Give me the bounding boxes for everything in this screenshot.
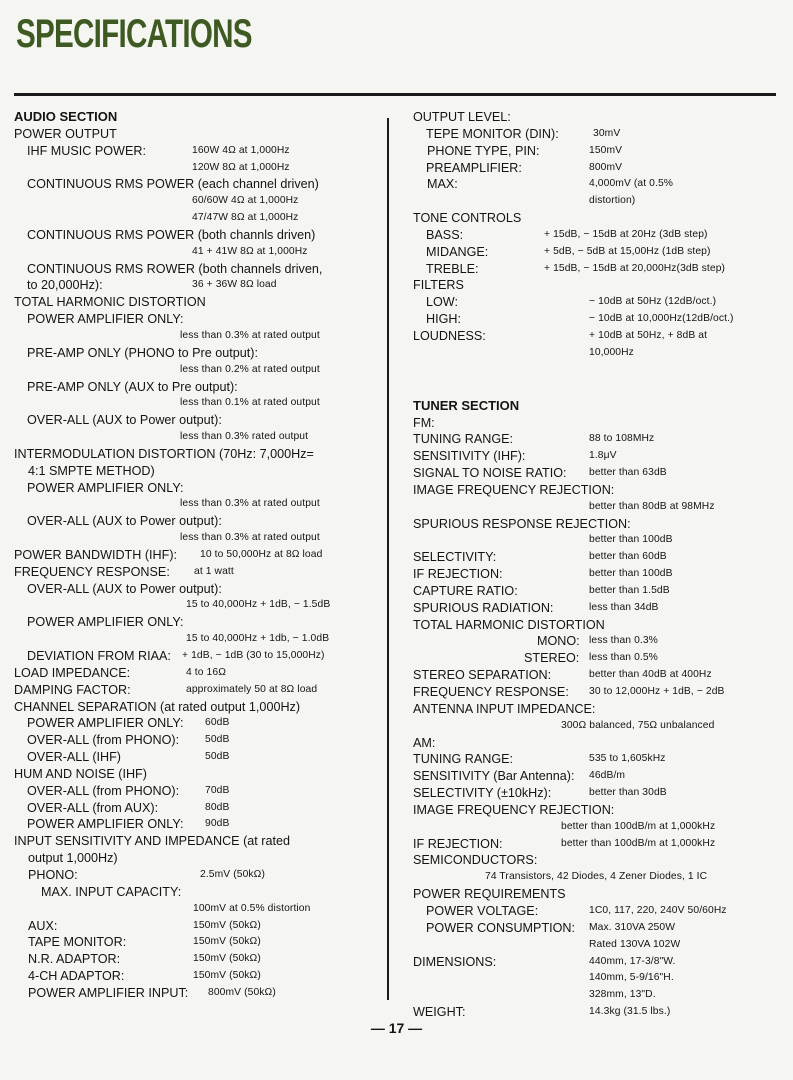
spec-row	[413, 160, 783, 177]
spec-label: LOW:	[426, 295, 458, 310]
spec-label: POWER OUTPUT	[14, 126, 117, 141]
spec-row	[14, 547, 374, 564]
spec-label: POWER AMPLIFIER ONLY:	[27, 480, 184, 495]
spec-value: better than 60dB	[589, 551, 667, 563]
spec-label: HIGH:	[426, 312, 461, 327]
spec-value: 150mV (50kΩ)	[193, 919, 261, 931]
spec-value: + 5dB, − 5dB at 15,00Hz (1dB step)	[544, 245, 711, 257]
spec-value: better than 30dB	[589, 787, 667, 799]
page-title: SPECIFICATIONS	[16, 12, 252, 56]
page-number: — 17 —	[370, 1020, 423, 1036]
spec-value: better than 100dB/m at 1,000kHz	[561, 820, 716, 832]
spec-value: less than 0.3% at rated output	[180, 498, 320, 510]
spec-value: − 10dB at 10,000Hz(12dB/oct.)	[589, 313, 734, 325]
spec-row	[14, 126, 374, 143]
spec-row	[413, 294, 783, 311]
spec-row	[413, 465, 783, 482]
spec-row	[14, 715, 374, 732]
spec-row	[14, 833, 374, 850]
spec-label: PRE-AMP ONLY (PHONO to Pre output):	[27, 345, 258, 360]
spec-row	[14, 345, 374, 362]
spec-value: 440mm, 17-3/8"W.	[589, 955, 676, 967]
spec-label: SELECTIVITY (±10kHz):	[413, 786, 552, 801]
spec-row	[413, 261, 783, 278]
spec-row	[413, 852, 783, 869]
spec-row	[14, 362, 374, 379]
spec-value: better than 63dB	[589, 467, 667, 479]
spec-value: 300Ω balanced, 75Ω unbalanced	[561, 719, 715, 731]
spec-row	[413, 482, 783, 499]
spec-row	[14, 160, 374, 177]
spec-row	[413, 244, 783, 261]
spec-label: FM:	[413, 415, 435, 430]
spec-label: TUNING RANGE:	[413, 752, 514, 767]
spec-row	[413, 415, 783, 432]
spec-label: TREBLE:	[426, 261, 479, 276]
spec-row	[14, 631, 374, 648]
spec-value: 328mm, 13"D.	[589, 989, 656, 1001]
spec-value: 50dB	[205, 734, 230, 746]
spec-row	[14, 429, 374, 446]
spec-value: 80dB	[205, 801, 230, 813]
spec-value: 150mV (50kΩ)	[193, 936, 261, 948]
spec-value: less than 34dB	[589, 601, 659, 613]
spec-label: 4:1 SMPTE METHOD)	[28, 463, 155, 478]
spec-row	[14, 816, 374, 833]
spec-row	[14, 699, 374, 716]
spec-row	[14, 193, 374, 210]
section-heading	[413, 398, 783, 415]
spec-value: better than 40dB at 400Hz	[589, 669, 712, 681]
spec-row	[413, 937, 783, 954]
spec-value: approximately 50 at 8Ω load	[186, 683, 318, 695]
spec-row	[14, 867, 374, 884]
spec-row	[413, 227, 783, 244]
spec-row	[14, 446, 374, 463]
spec-row	[413, 869, 783, 886]
spec-label: POWER AMPLIFIER ONLY:	[27, 312, 184, 327]
spec-value: 800mV (50kΩ)	[208, 986, 276, 998]
spec-label: TOTAL HARMONIC DISTORTION	[413, 617, 605, 632]
spec-label: 4-CH ADAPTOR:	[28, 969, 125, 984]
spec-value: 140mm, 5-9/16"H.	[589, 972, 674, 984]
spec-row	[413, 903, 783, 920]
spec-label: INTERMODULATION DISTORTION (70Hz: 7,000Hz=	[14, 446, 314, 461]
spec-row	[413, 328, 783, 345]
spec-row	[14, 918, 374, 935]
spec-label: PRE-AMP ONLY (AUX to Pre output):	[27, 379, 238, 394]
spec-label: BASS:	[426, 227, 464, 242]
spec-value: 100mV at 0.5% distortion	[193, 902, 311, 914]
output-and-tuner-column	[413, 109, 783, 1021]
spec-value: 10,000Hz	[589, 346, 634, 358]
spec-label: CONTINUOUS RMS POWER (each channel driven)	[27, 177, 319, 192]
section-title: AUDIO SECTION	[14, 109, 118, 124]
spec-row	[413, 735, 783, 752]
spec-row	[14, 143, 374, 160]
spec-value: 70dB	[205, 784, 230, 796]
spec-row	[413, 109, 783, 126]
spec-label: IF REJECTION:	[413, 567, 503, 582]
spec-label: OUTPUT LEVEL:	[413, 110, 511, 124]
spec-value: 160W 4Ω at 1,000Hz	[192, 144, 290, 156]
spec-row	[413, 751, 783, 768]
spec-label: POWER AMPLIFIER ONLY:	[27, 716, 184, 731]
spec-label: SPURIOUS RESPONSE REJECTION:	[413, 516, 631, 531]
spec-value: + 10dB at 50Hz, + 8dB at	[589, 329, 708, 341]
spec-row	[413, 1004, 783, 1021]
spec-row	[14, 395, 374, 412]
spec-row	[413, 667, 783, 684]
spec-value: 150mV	[589, 144, 623, 156]
spec-row	[413, 431, 783, 448]
spec-value: 15 to 40,000Hz + 1dB, − 1.5dB	[186, 599, 331, 611]
spec-row	[14, 901, 374, 918]
spec-row	[413, 836, 783, 853]
spec-row	[413, 701, 783, 718]
spec-label: PREAMPLIFIER:	[426, 160, 522, 175]
spec-row	[14, 328, 374, 345]
spec-row	[14, 311, 374, 328]
spec-row	[413, 345, 783, 362]
spec-label: LOAD IMPEDANCE:	[14, 665, 131, 680]
spec-row	[14, 614, 374, 631]
spec-label: POWER CONSUMPTION:	[426, 920, 576, 935]
audio-section-column	[14, 109, 374, 1002]
spec-value: less than 0.5%	[589, 652, 658, 664]
spec-row	[413, 987, 783, 1004]
spec-row	[413, 143, 783, 160]
spec-row	[14, 277, 374, 294]
spec-label: MAX:	[427, 177, 458, 192]
spec-label: SELECTIVITY:	[413, 550, 497, 565]
spec-value: less than 0.3% rated output	[180, 431, 309, 443]
spec-row	[14, 513, 374, 530]
spec-row	[14, 800, 374, 817]
spec-value: 15 to 40,000Hz + 1db, − 1.0dB	[186, 633, 330, 645]
spec-label: FREQUENCY RESPONSE:	[413, 685, 569, 699]
spec-value: 60/60W 4Ω at 1,000Hz	[192, 195, 299, 207]
spec-row	[14, 766, 374, 783]
spec-row	[413, 126, 783, 143]
spec-value: less than 0.1% at rated output	[180, 397, 320, 409]
spec-value: better than 80dB at 98MHz	[589, 500, 715, 512]
spacer	[413, 380, 783, 398]
spec-row	[413, 277, 783, 294]
spec-value: better than 100dB/m at 1,000kHz	[561, 837, 716, 849]
spec-value: 46dB/m	[589, 770, 626, 782]
spec-value: better than 100dB	[589, 534, 673, 546]
spec-label: DAMPING FACTOR:	[14, 682, 131, 697]
spec-row	[413, 566, 783, 583]
spec-value: 150mV (50kΩ)	[193, 953, 261, 965]
spec-row	[413, 954, 783, 971]
spec-label: OVER-ALL (AUX to Power output):	[27, 413, 222, 428]
spec-value: 1.8μV	[589, 450, 617, 462]
spec-row	[413, 718, 783, 735]
header-rule	[14, 93, 776, 96]
spec-label: POWER AMPLIFIER ONLY:	[27, 615, 184, 630]
spec-label: POWER BANDWIDTH (IHF):	[14, 547, 178, 562]
spec-label: SEMICONDUCTORS:	[413, 853, 538, 868]
spec-row	[14, 682, 374, 699]
spec-value: less than 0.2% at rated output	[180, 363, 320, 375]
spec-label: IMAGE FREQUENCY REJECTION:	[413, 482, 615, 497]
spec-row	[14, 581, 374, 598]
spec-row	[14, 665, 374, 682]
spec-row	[14, 985, 374, 1002]
spec-value: + 15dB, − 15dB at 20,000Hz(3dB step)	[544, 262, 726, 274]
column-divider	[387, 118, 389, 1000]
spec-label: TONE CONTROLS	[413, 211, 522, 226]
spec-value: 47/47W 8Ω at 1,000Hz	[192, 212, 299, 224]
spec-value: + 15dB, − 15dB at 20Hz (3dB step)	[544, 228, 708, 240]
spec-row	[413, 193, 783, 210]
spec-label: WEIGHT:	[413, 1005, 466, 1020]
spec-label: PHONE TYPE, PIN:	[427, 143, 540, 158]
spec-label: INPUT SENSITIVITY AND IMPEDANCE (at rated	[14, 834, 290, 849]
spec-label: CONTINUOUS RMS ROWER (both channels driven,	[27, 261, 323, 276]
spec-label: OVER-ALL (IHF)	[27, 750, 121, 765]
spec-value: 30mV	[593, 127, 621, 139]
spec-value: Max. 310VA 250W	[589, 921, 676, 933]
spec-row	[14, 968, 374, 985]
spec-label: N.R. ADAPTOR:	[28, 952, 121, 967]
spec-label: CONTINUOUS RMS POWER (both channls driven)	[27, 227, 316, 242]
spec-value: 74 Transistors, 42 Diodes, 4 Zener Diodes, 1 IC	[485, 871, 708, 883]
spec-label: LOUDNESS:	[413, 328, 486, 343]
spec-value: 88 to 108MHz	[589, 433, 655, 445]
spec-label: IHF MUSIC POWER:	[27, 143, 146, 158]
spec-label: MONO:	[537, 634, 580, 649]
spec-row	[14, 496, 374, 513]
spec-label: TEPE MONITOR (DIN):	[426, 126, 559, 141]
spec-row	[14, 850, 374, 867]
spec-label: FILTERS	[413, 278, 464, 293]
spec-label: TUNING RANGE:	[413, 432, 514, 447]
spec-label: OVER-ALL (AUX to Power output):	[27, 581, 222, 596]
spec-label: MAX. INPUT CAPACITY:	[41, 884, 182, 899]
spec-row	[413, 600, 783, 617]
spec-label: POWER VOLTAGE:	[426, 903, 539, 918]
spec-row	[413, 499, 783, 516]
spec-value: at 1 watt	[194, 565, 234, 577]
spec-row	[413, 516, 783, 533]
spec-row	[413, 970, 783, 987]
spec-label: DIMENSIONS:	[413, 954, 497, 969]
spec-value: 10 to 50,000Hz at 8Ω load	[200, 548, 323, 560]
spec-label: POWER REQUIREMENTS	[413, 887, 566, 902]
spec-label: STEREO SEPARATION:	[413, 668, 552, 683]
spec-row	[413, 176, 783, 193]
spec-value: 50dB	[205, 751, 230, 763]
spec-value: 2.5mV (50kΩ)	[200, 868, 265, 880]
spec-row	[14, 412, 374, 429]
spec-label: OVER-ALL (AUX to Power output):	[27, 514, 222, 529]
spec-row	[14, 749, 374, 766]
spec-row	[14, 244, 374, 261]
spec-row	[14, 951, 374, 968]
spacer	[413, 362, 783, 380]
spec-label: POWER AMPLIFIER ONLY:	[27, 817, 184, 832]
spec-row	[14, 530, 374, 547]
spec-value: 14.3kg (31.5 lbs.)	[589, 1006, 671, 1018]
spec-value: 60dB	[205, 717, 230, 729]
spec-value: + 1dB, − 1dB (30 to 15,000Hz)	[182, 650, 325, 661]
spec-value: better than 1.5dB	[589, 584, 670, 596]
spec-value: 535 to 1,605kHz	[589, 753, 666, 765]
spec-row	[413, 802, 783, 819]
spec-row	[14, 732, 374, 749]
spec-label: HUM AND NOISE (IHF)	[14, 766, 147, 781]
spec-row	[413, 583, 783, 600]
spec-value: 120W 8Ω at 1,000Hz	[192, 161, 290, 173]
spec-value: better than 100dB	[589, 568, 673, 580]
spec-value: 4 to 16Ω	[186, 666, 226, 678]
spec-label: OVER-ALL (from PHONO):	[27, 783, 180, 798]
spec-value: less than 0.3% at rated output	[180, 532, 320, 544]
spec-label: SPURIOUS RADIATION:	[413, 600, 554, 615]
spec-row	[14, 379, 374, 396]
spec-label: POWER AMPLIFIER INPUT:	[28, 985, 189, 1000]
spec-value: distortion)	[589, 195, 636, 207]
spec-label: TOTAL HARMONIC DISTORTION	[14, 295, 206, 310]
spec-value: − 10dB at 50Hz (12dB/oct.)	[589, 296, 717, 308]
spec-row	[14, 597, 374, 614]
spec-label: AM:	[413, 735, 436, 750]
spec-label: MIDANGE:	[426, 244, 489, 259]
spec-value: 150mV (50kΩ)	[193, 970, 261, 982]
spec-row	[14, 934, 374, 951]
spec-label: IMAGE FREQUENCY REJECTION:	[413, 802, 615, 817]
spec-row	[14, 648, 374, 665]
spec-label: output 1,000Hz)	[28, 851, 118, 866]
spec-value: 90dB	[205, 818, 230, 830]
spec-value: 41 + 41W 8Ω at 1,000Hz	[192, 245, 308, 257]
spec-label: DEVIATION FROM RIAA:	[27, 649, 171, 663]
spec-row	[413, 311, 783, 328]
section-title: TUNER SECTION	[413, 397, 520, 413]
spec-row	[413, 785, 783, 802]
spec-row	[413, 549, 783, 566]
spec-label: PHONO:	[28, 867, 78, 882]
spec-row	[14, 227, 374, 244]
spec-row	[14, 783, 374, 800]
spec-value: 36 + 36W 8Ω load	[192, 279, 277, 291]
spec-value: Rated 130VA 102W	[589, 938, 681, 950]
spec-row	[14, 564, 374, 581]
spec-label: SIGNAL TO NOISE RATIO:	[413, 466, 567, 481]
spec-label: to 20,000Hz):	[27, 278, 103, 293]
spec-value: 800mV	[589, 161, 623, 173]
spec-row	[14, 261, 374, 278]
spec-row	[413, 886, 783, 903]
spec-row	[413, 617, 783, 634]
spec-value: 4,000mV (at 0.5%	[589, 178, 674, 190]
spec-label: OVER-ALL (from PHONO):	[27, 733, 180, 748]
spec-row	[14, 884, 374, 901]
spec-label: STEREO:	[524, 651, 580, 666]
spec-label: CHANNEL SEPARATION (at rated output 1,000Hz)	[14, 699, 301, 714]
spec-row	[14, 176, 374, 193]
spec-label: FREQUENCY RESPONSE:	[14, 564, 170, 579]
spec-row	[413, 650, 783, 667]
section-heading	[14, 109, 374, 126]
spec-label: CAPTURE RATIO:	[413, 583, 518, 598]
spec-row	[413, 768, 783, 785]
spec-label: SENSITIVITY (IHF):	[413, 449, 526, 464]
spec-row	[14, 210, 374, 227]
spec-value: 1C0, 117, 220, 240V 50/60Hz	[589, 904, 727, 916]
spec-row	[14, 463, 374, 480]
spec-row	[413, 532, 783, 549]
spec-value: less than 0.3% at rated output	[180, 329, 320, 341]
spec-label: OVER-ALL (from AUX):	[27, 800, 159, 815]
spec-row	[413, 210, 783, 227]
spec-label: SENSITIVITY (Bar Antenna):	[413, 769, 575, 784]
spec-label: IF REJECTION:	[413, 836, 503, 851]
spec-row	[413, 920, 783, 937]
spec-row	[413, 684, 783, 701]
spec-label: ANTENNA INPUT IMPEDANCE:	[413, 701, 596, 716]
spec-value: less than 0.3%	[589, 635, 658, 647]
spec-row	[14, 294, 374, 311]
spec-label: AUX:	[28, 918, 58, 933]
spec-row	[413, 633, 783, 650]
spec-row	[413, 819, 783, 836]
spec-row	[14, 480, 374, 497]
spec-label: TAPE MONITOR:	[28, 935, 127, 950]
spec-value: 30 to 12,000Hz + 1dB, − 2dB	[589, 686, 725, 697]
spec-row	[413, 448, 783, 465]
